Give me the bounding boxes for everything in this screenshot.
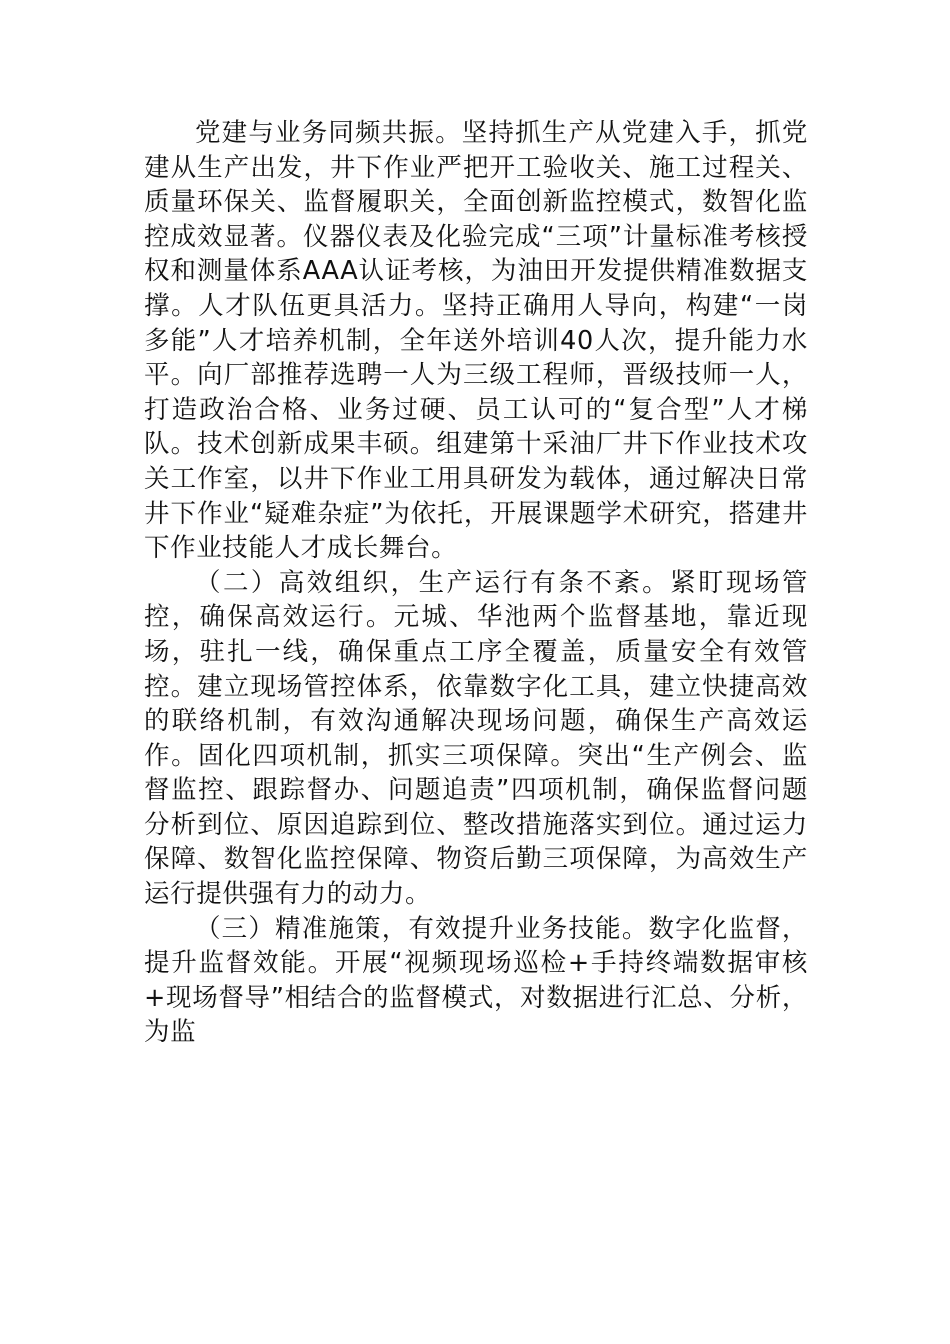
document-body (144, 116, 808, 1050)
paragraph-efficient-organization: （二）高效组织，生产运行有条不紊。紧盯现场管控，确保高效运行。元城、华池两个监督基地，靠近现场，驻扎一线，确保重点工序全覆盖，质量安全有效管控。建立现场管控体系，依靠数字化工具，建立快捷高效的联络机制，有效沟通解决现场问题，确保生产高效运作。固化四项机制，抓实三项保障。突出“生产例会、监督监控、跟踪督办、问题追责”四项机制，确保监督问题分析到位、原因追踪到位、整改措施落实到位。通过运力保障、数智化监控保障、物资后勤三项保障，为高效生产运行提供强有力的动力。 (144, 567, 808, 910)
paragraph-party-building: 党建与业务同频共振。坚持抓生产从党建入手，抓党建从生产出发，井下作业严把开工验收关、施工过程关、质量环保关、监督履职关，全面创新监控模式，数智化监控成效显著。仪器仪表及化验完成“三项”计量标准考核授权和测量体系AAA认证考核，为油田开发提供精准数据支撑。人才队伍更具活力。坚持正确用人导向，构建“一岗多能”人才培养机制，全年送外培训40人次，提升能力水平。向厂部推荐选聘一人为三级工程师，晋级技师一人，打造政治合格、业务过硬、员工认可的“复合型”人才梯队。技术创新成果丰硕。组建第十采油厂井下作业技术攻关工作室，以井下作业工用具研发为载体，通过解决日常井下作业“疑难杂症”为依托，开展课题学术研究，搭建井下作业技能人才成长舞台。 (144, 118, 808, 564)
paragraph-precise-measures: （三）精准施策，有效提升业务技能。数字化监督，提升监督效能。开展“视频现场巡检+手持终端数据审核+现场督导”相结合的监督模式，对数据进行汇总、分析，为监 (144, 913, 808, 1048)
